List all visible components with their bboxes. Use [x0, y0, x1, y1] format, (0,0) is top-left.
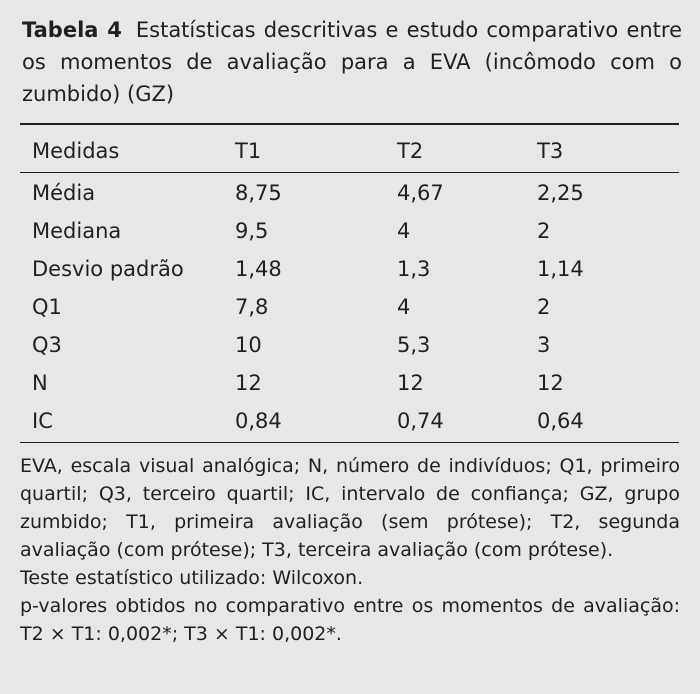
row-label: Q3: [32, 333, 62, 357]
row-label: Mediana: [32, 219, 122, 243]
row-label: Desvio padrão: [32, 257, 184, 281]
cell-t1: 9,5: [235, 219, 269, 243]
cell-t2: 4: [397, 219, 411, 243]
table-row: [20, 288, 677, 326]
table-row: [20, 402, 677, 440]
header-row: [20, 132, 677, 170]
cell-t1: 12: [235, 371, 262, 395]
row-label: N: [32, 371, 48, 395]
cell-t2: 4: [397, 295, 411, 319]
row-label: Média: [32, 181, 96, 205]
top-rule: [20, 123, 679, 125]
header-t1: T1: [235, 139, 262, 163]
cell-t3: 2: [537, 295, 551, 319]
table-row: [20, 326, 677, 364]
cell-t3: 0,64: [537, 409, 584, 433]
table-row: [20, 212, 677, 250]
table-footnotes: [20, 452, 680, 648]
header-measures: Medidas: [32, 139, 120, 163]
cell-t3: 2,25: [537, 181, 584, 205]
row-label: Q1: [32, 295, 62, 319]
cell-t3: 3: [537, 333, 551, 357]
cell-t1: 1,48: [235, 257, 282, 281]
cell-t3: 12: [537, 371, 564, 395]
cell-t1: 8,75: [235, 181, 282, 205]
table-row: [20, 250, 677, 288]
row-label: IC: [32, 409, 53, 433]
cell-t2: 1,3: [397, 257, 431, 281]
header-t2: T2: [397, 139, 424, 163]
cell-t2: 5,3: [397, 333, 431, 357]
bottom-rule: [20, 442, 679, 443]
statistics-table: [20, 132, 677, 440]
cell-t2: 0,74: [397, 409, 444, 433]
cell-t3: 1,14: [537, 257, 584, 281]
abbreviations-note: EVA, escala visual analógica; N, número de indivíduos; Q1, primeiro quartil; Q3, terceiro quartil; IC, intervalo de confiança; GZ, grupo zumbido; T1, primeira avaliação (sem prótese); T2, segunda avaliação (com prótese); T3, terceira avaliação (com prótese).: [20, 455, 680, 561]
table-row: [20, 364, 677, 402]
table-label: Tabela 4: [22, 18, 122, 42]
header-t3: T3: [537, 139, 564, 163]
cell-t1: 7,8: [235, 295, 269, 319]
cell-t2: 12: [397, 371, 424, 395]
p-values-note: p-valores obtidos no comparativo entre os momentos de avaliação: T2 × T1: 0,002*; T3 × T1: 0,002*.: [20, 595, 680, 645]
cell-t1: 10: [235, 333, 262, 357]
statistical-test-note: Teste estatístico utilizado: Wilcoxon.: [20, 567, 364, 589]
cell-t1: 0,84: [235, 409, 282, 433]
table-title: Estatísticas descritivas e estudo comparativo entre os momentos de avaliação para a EVA (incômodo com o zumbido) (GZ): [22, 18, 683, 106]
cell-t3: 2: [537, 219, 551, 243]
table-row: [20, 170, 677, 212]
table-caption: [22, 14, 682, 110]
cell-t2: 4,67: [397, 181, 444, 205]
